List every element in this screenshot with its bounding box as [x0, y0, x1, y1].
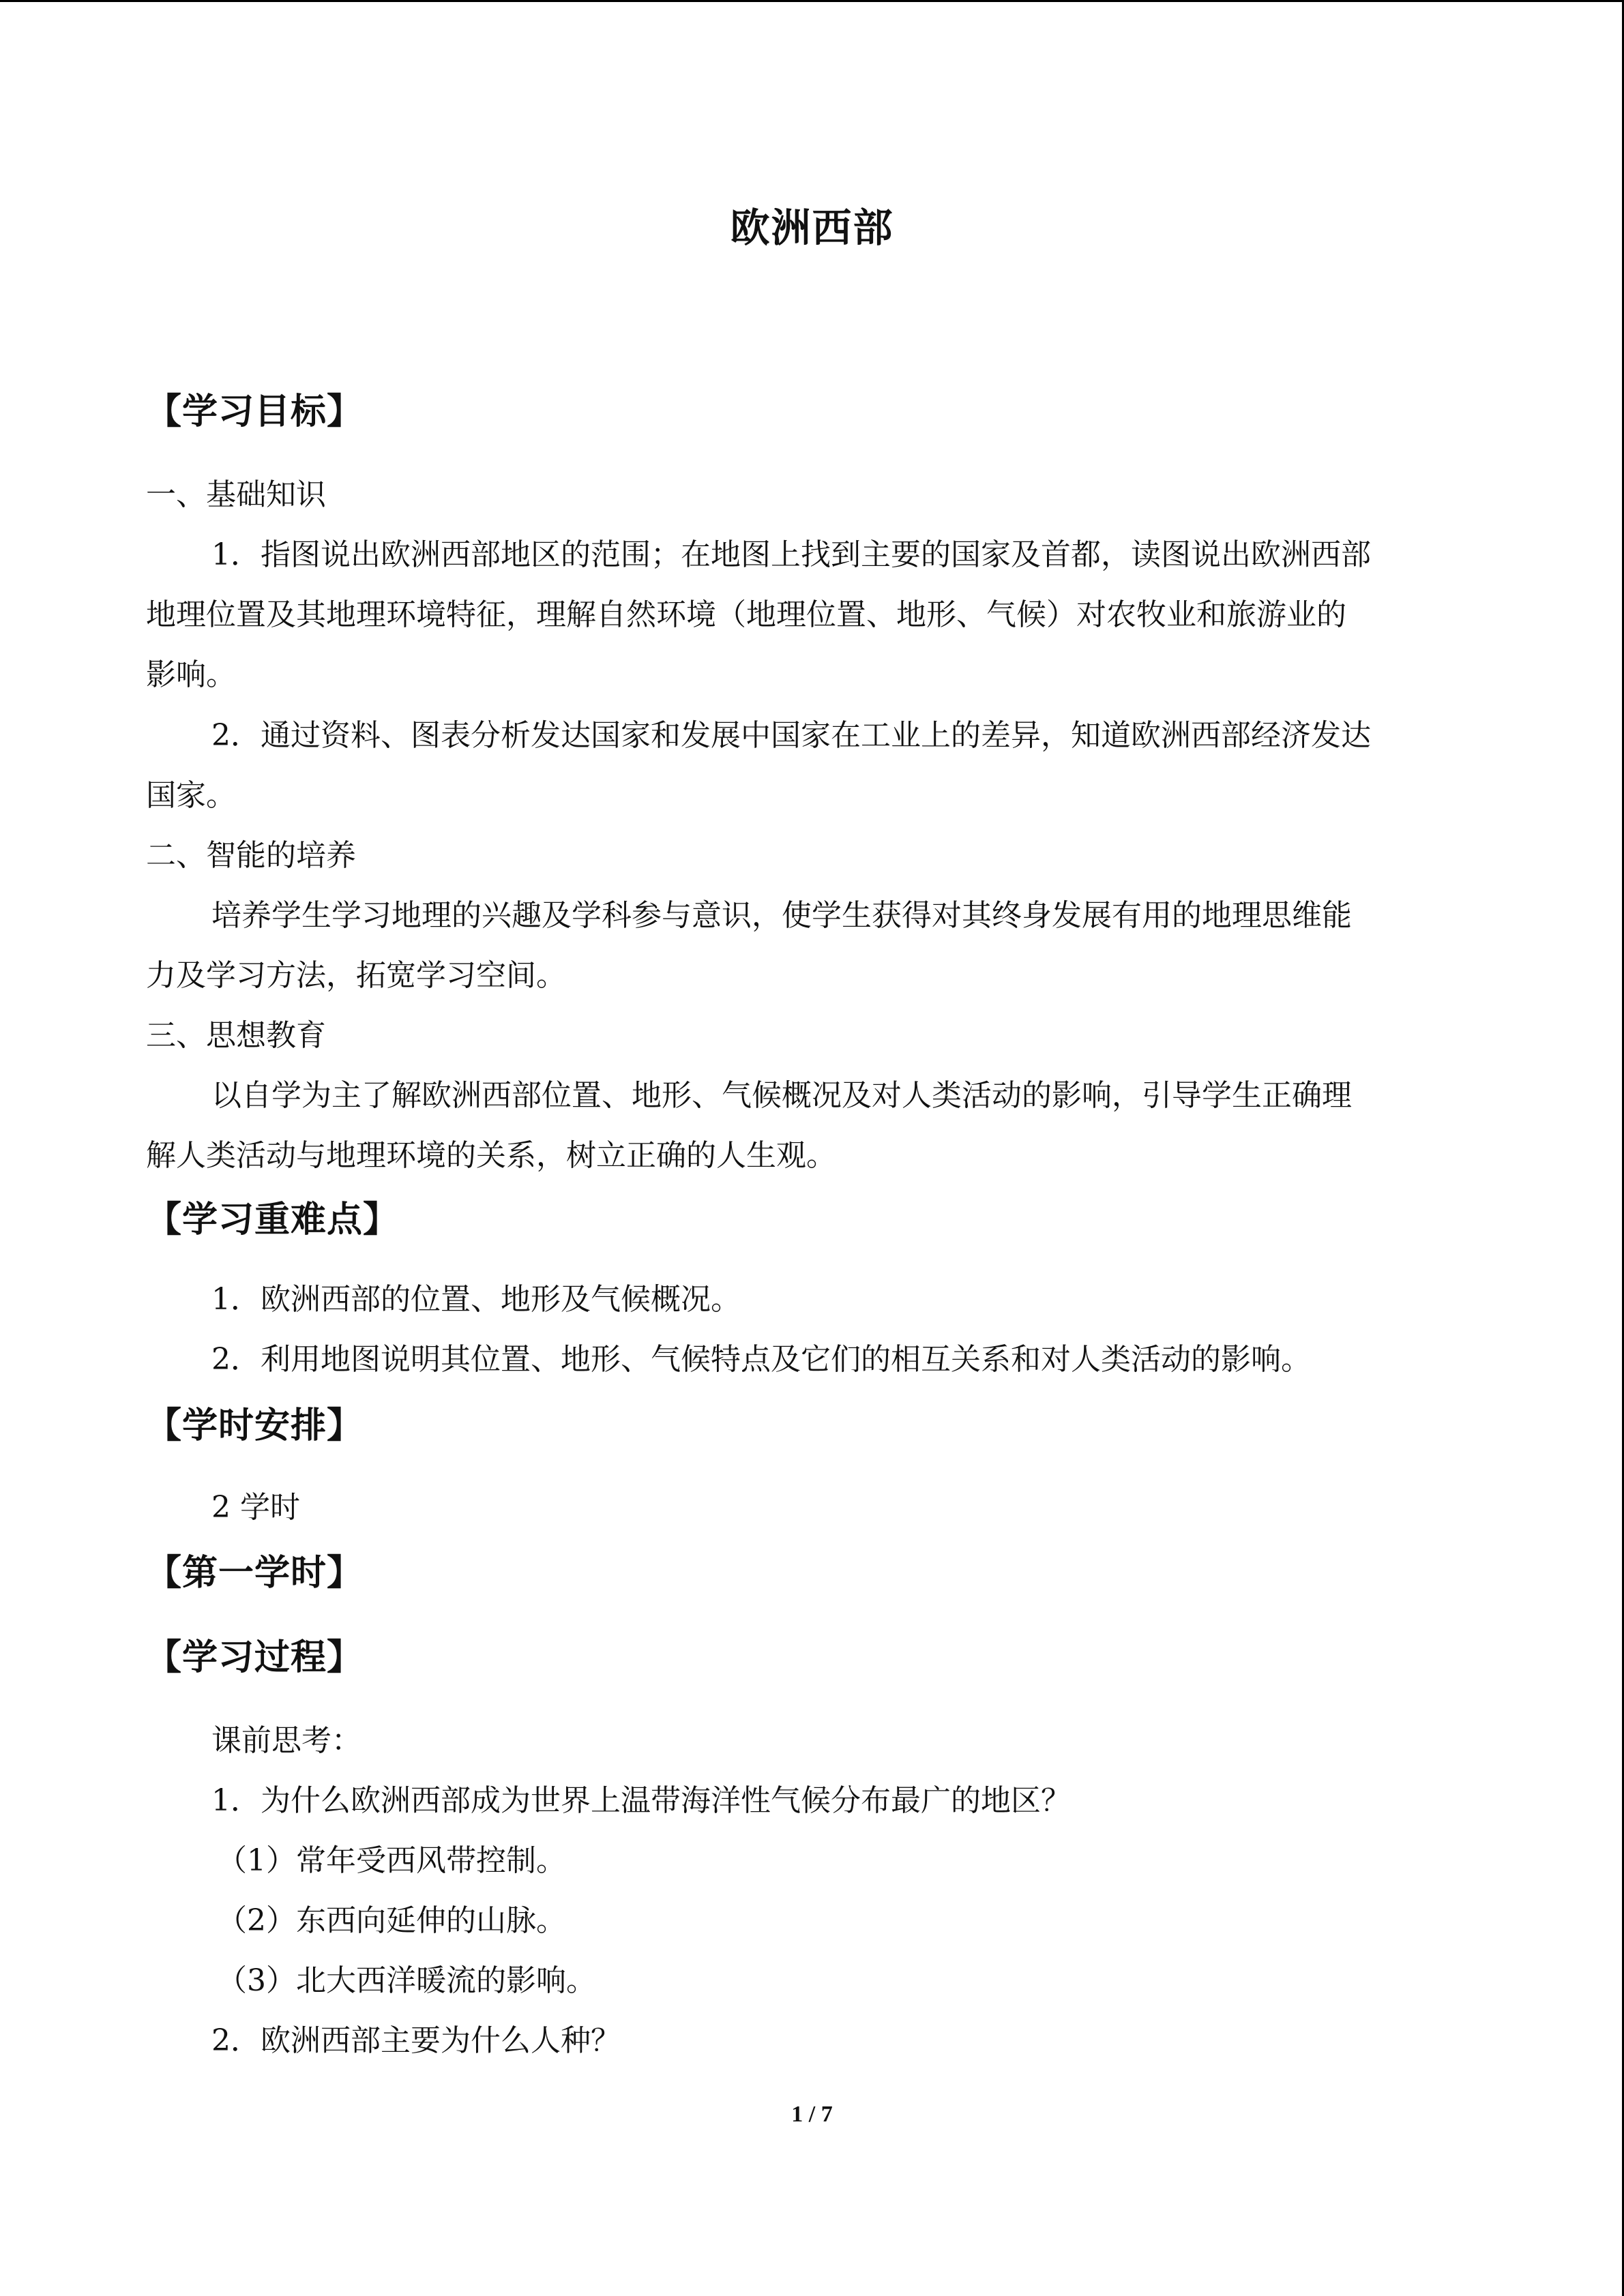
objective-1-line-3: 影响。	[146, 657, 236, 692]
page-number: 1 / 7	[791, 2102, 833, 2127]
pre-thinking-label: 课前思考：	[211, 1723, 361, 1758]
ideology-line-1: 以自学为主了解欧洲西部位置、地形、气候概况及对人类活动的影响，引导学生正确理	[211, 1078, 1352, 1113]
ideology-line-2: 解人类活动与地理环境的关系，树立正确的人生观。	[146, 1138, 836, 1173]
key-point-1: 1．欧洲西部的位置、地形及气候概况。	[211, 1282, 741, 1317]
heading-objectives: 【学习目标】	[146, 391, 364, 432]
ability-line-2: 力及学习方法，拓宽学习空间。	[146, 958, 566, 993]
key-point-2: 2．利用地图说明其位置、地形、气候特点及它们的相互关系和对人类活动的影响。	[211, 1342, 1311, 1377]
answer-3: （3）北大西洋暖流的影响。	[217, 1963, 596, 1998]
objective-1-line-2: 地理位置及其地理环境特征，理解自然环境（地理位置、地形、气候）对农牧业和旅游业的	[146, 597, 1346, 632]
heading-first-period: 【第一学时】	[146, 1553, 364, 1594]
objective-2-line-1: 2．通过资料、图表分析发达国家和发展中国家在工业上的差异，知道欧洲西部经济发达	[211, 718, 1371, 753]
top-border	[0, 0, 1624, 2]
heading-key-points: 【学习重难点】	[146, 1199, 400, 1240]
page-title: 欧洲西部	[730, 205, 894, 251]
sub-heading-basic-knowledge: 一、基础知识	[146, 477, 326, 512]
heading-process: 【学习过程】	[146, 1637, 364, 1678]
answer-1: （1）常年受西风带控制。	[217, 1843, 566, 1878]
heading-schedule: 【学时安排】	[146, 1405, 364, 1446]
schedule-hours: 2 学时	[211, 1490, 300, 1525]
objective-1-line-1: 1．指图说出欧洲西部地区的范围；在地图上找到主要的国家及首都，读图说出欧洲西部	[211, 537, 1371, 572]
sub-heading-ideology: 三、思想教育	[146, 1018, 326, 1053]
sub-heading-ability: 二、智能的培养	[146, 838, 356, 873]
question-1: 1．为什么欧洲西部成为世界上温带海洋性气候分布最广的地区？	[211, 1783, 1071, 1818]
ability-line-1: 培养学生学习地理的兴趣及学科参与意识，使学生获得对其终身发展有用的地理思维能	[211, 898, 1352, 933]
question-2: 2．欧洲西部主要为什么人种？	[211, 2023, 621, 2058]
answer-2: （2）东西向延伸的山脉。	[217, 1903, 566, 1938]
objective-2-line-2: 国家。	[146, 778, 236, 813]
